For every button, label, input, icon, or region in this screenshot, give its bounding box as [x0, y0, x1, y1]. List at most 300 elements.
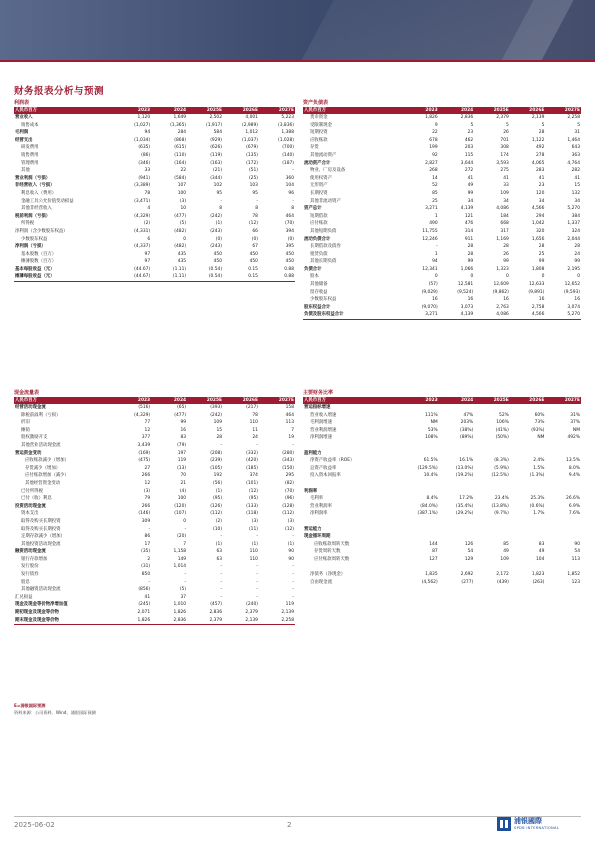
- row-value: (95): [248, 496, 258, 502]
- row-value: 283: [536, 168, 545, 174]
- row-value: 24: [252, 435, 258, 441]
- row-value: 60%: [534, 412, 545, 418]
- row-label: 营运能力: [304, 526, 322, 532]
- row-value: 7: [291, 427, 294, 433]
- row-value: 3,271: [425, 312, 438, 318]
- row-value: 174: [500, 152, 509, 158]
- table-header-row: [14, 107, 295, 114]
- row-label: 自由现金流: [310, 579, 332, 585]
- row-value: (70): [284, 488, 294, 494]
- table-row: [14, 450, 295, 458]
- row-value: (243): [210, 244, 223, 250]
- row-value: 99: [538, 259, 545, 265]
- row-value: [474, 450, 510, 458]
- row-value: 282: [571, 168, 580, 174]
- row-value: (243): [210, 228, 223, 234]
- row-value: 0: [434, 274, 438, 280]
- row-value: 70: [180, 473, 187, 479]
- row-value: 24: [574, 251, 580, 257]
- row-value: [510, 480, 546, 488]
- balance-sheet-table: [303, 107, 581, 320]
- table-row: [303, 563, 581, 571]
- row-label: 营运资金变动: [15, 450, 42, 456]
- row-value: 66: [252, 228, 258, 234]
- row-value: 2,836: [209, 610, 223, 616]
- row-value: -: [148, 526, 151, 532]
- row-value: -: [256, 594, 258, 600]
- row-value: 278: [536, 152, 545, 158]
- row-value: 8: [255, 206, 258, 212]
- row-value: 911: [464, 236, 474, 242]
- row-value: [439, 488, 475, 496]
- row-value: 85: [503, 541, 509, 547]
- row-value: 272: [464, 168, 474, 174]
- table-row: [303, 495, 581, 503]
- row-value: -: [292, 534, 294, 540]
- row-value: -: [256, 198, 258, 204]
- row-label: 投资活动现金流: [15, 503, 46, 509]
- row-value: 1,835: [425, 572, 438, 578]
- row-label: 融资活动现金流: [15, 549, 46, 555]
- row-value: 83: [538, 541, 545, 547]
- row-value: 8.0%: [568, 465, 580, 471]
- row-value: 107: [177, 183, 187, 189]
- row-value: (12): [248, 221, 258, 227]
- header-year: 2024: [151, 397, 187, 404]
- row-value: 16: [574, 297, 580, 303]
- row-label: 净利润增速: [310, 435, 332, 441]
- row-value: 5: [541, 122, 545, 128]
- row-value: (118): [246, 511, 258, 517]
- row-value: 109: [213, 420, 223, 426]
- row-value: [474, 442, 510, 450]
- row-value: NM: [430, 420, 438, 426]
- table-row: [303, 190, 581, 198]
- table-row: [303, 228, 581, 236]
- row-label: 存货: [310, 145, 319, 151]
- row-label: 摊薄股数（百万）: [21, 259, 57, 265]
- row-value: 197: [177, 450, 187, 456]
- row-value: (93%): [531, 427, 545, 433]
- row-value: (2): [143, 221, 151, 227]
- row-value: (626): [210, 145, 223, 151]
- row-value: 12: [144, 427, 151, 433]
- row-value: 462: [464, 137, 474, 143]
- row-value: 2,502: [209, 115, 223, 120]
- row-value: (57): [428, 282, 438, 288]
- row-label: 其他流动资产: [310, 152, 337, 158]
- row-value: (3): [287, 518, 294, 524]
- row-value: [545, 404, 581, 412]
- row-label: 股东权益合计: [304, 304, 331, 310]
- row-value: 1,066: [460, 266, 474, 272]
- table-row: [303, 205, 581, 213]
- row-value: 17: [144, 541, 151, 547]
- row-label: 营业利润增速: [310, 427, 337, 433]
- row-value: -: [256, 579, 258, 585]
- row-value: (217): [246, 405, 258, 410]
- row-label: 存货减少（增加）: [25, 465, 61, 471]
- row-value: 0.88: [284, 274, 294, 280]
- row-value: 0.15: [248, 274, 258, 280]
- row-value: (5): [179, 587, 187, 593]
- table-row: [14, 114, 295, 122]
- row-value: 111%: [425, 412, 438, 418]
- row-value: (2,989): [241, 122, 258, 128]
- table-row: [303, 175, 581, 183]
- header-year: 2026E: [510, 107, 546, 114]
- row-value: 90: [574, 541, 580, 547]
- row-label: 取得及购买长期投资: [21, 526, 61, 532]
- row-value: 12,341: [422, 266, 438, 272]
- table-row: [14, 457, 295, 465]
- table-row: [303, 167, 581, 175]
- row-value: 113: [571, 556, 580, 562]
- header-year: 2025E: [474, 397, 510, 404]
- row-value: 3,073: [460, 304, 474, 310]
- row-value: 34: [467, 198, 474, 204]
- row-value: (0.54): [208, 274, 223, 280]
- row-label: [303, 563, 403, 571]
- row-value: 363: [571, 152, 580, 158]
- table-row: [14, 526, 295, 534]
- row-value: 37: [180, 594, 187, 600]
- row-value: 8: [291, 206, 294, 212]
- row-value: 203: [464, 145, 474, 151]
- row-value: -: [292, 587, 294, 593]
- row-value: (89%): [460, 435, 474, 441]
- row-value: 701: [500, 137, 509, 143]
- header-unit: 人民币百万: [14, 397, 115, 404]
- row-label: 资产总计: [304, 206, 322, 212]
- row-value: 109: [500, 190, 509, 196]
- header-year: 2024: [151, 107, 187, 114]
- row-label: 营业收入增速: [310, 412, 337, 418]
- row-value: -: [292, 572, 294, 578]
- table-row: [303, 213, 581, 221]
- row-value: 73%: [534, 420, 545, 426]
- header-year: 2027E: [545, 397, 581, 404]
- row-value: (420): [246, 458, 258, 464]
- row-value: 25.3%: [530, 496, 545, 502]
- row-label: 货币资金: [310, 115, 328, 120]
- row-value: (12): [284, 526, 294, 532]
- row-value: (35.4%): [455, 503, 474, 509]
- row-value: (129.5%): [417, 465, 438, 471]
- row-label: 营业利润（亏损）: [15, 175, 51, 181]
- row-value: 34: [538, 198, 545, 204]
- row-value: (263): [532, 579, 545, 585]
- row-value: (50%): [495, 435, 509, 441]
- row-value: 450: [249, 251, 258, 257]
- row-value: [510, 450, 546, 458]
- row-value: 54: [574, 549, 580, 555]
- row-value: -: [220, 587, 223, 593]
- row-value: -: [220, 442, 223, 448]
- row-value: 11: [252, 427, 258, 433]
- row-label: 金融工具公允价值变动损益: [21, 198, 74, 204]
- table-row: [14, 495, 295, 503]
- row-label: 流动负债合计: [304, 236, 331, 242]
- row-value: 94: [144, 130, 151, 136]
- row-value: (9.7%): [494, 511, 509, 517]
- row-value: 4: [147, 206, 151, 212]
- row-label: 应付账款: [310, 221, 328, 227]
- row-value: 95: [216, 190, 223, 196]
- row-value: [510, 526, 546, 534]
- row-value: [439, 450, 475, 458]
- table-row: [303, 427, 581, 435]
- row-value: -: [292, 198, 294, 204]
- table-row: [303, 457, 581, 465]
- row-value: 144: [429, 541, 438, 547]
- row-value: 0: [506, 274, 509, 280]
- row-label: 短期投资: [310, 130, 328, 136]
- table-row: [303, 404, 581, 412]
- row-value: 15: [216, 427, 223, 433]
- row-value: 27: [144, 465, 151, 471]
- row-label: 无形资产: [310, 183, 328, 189]
- row-value: 584: [213, 130, 223, 136]
- row-value: (3,836): [278, 122, 294, 128]
- table-header-row: [303, 397, 581, 404]
- row-label: 其他储备: [310, 282, 328, 288]
- row-value: 16: [432, 297, 438, 303]
- row-value: (1): [251, 541, 258, 547]
- row-value: 2,258: [281, 617, 294, 623]
- row-label: 股息: [21, 579, 30, 585]
- row-value: 119: [285, 602, 294, 608]
- row-value: 0: [183, 236, 187, 242]
- row-label: 利息收入（费用）: [21, 190, 57, 196]
- row-value: 2,139: [531, 115, 545, 120]
- row-label: 发行债券: [21, 572, 39, 578]
- row-value: 1,120: [137, 115, 151, 120]
- row-value: 14: [432, 175, 438, 181]
- row-value: [474, 480, 510, 488]
- row-value: -: [292, 594, 294, 600]
- row-value: [510, 563, 546, 571]
- row-value: 77: [144, 420, 151, 426]
- row-value: 92: [432, 152, 438, 158]
- row-label: 研发费用: [21, 145, 39, 151]
- row-value: 26: [503, 251, 509, 257]
- row-value: 49: [503, 549, 509, 555]
- row-value: 86: [144, 534, 151, 540]
- row-value: 87: [432, 549, 438, 555]
- row-value: (150): [282, 465, 294, 471]
- row-value: 52%: [499, 412, 509, 418]
- row-label: 盈利能力: [304, 450, 322, 456]
- table-row: [14, 182, 295, 190]
- row-value: 5,223: [281, 115, 294, 120]
- row-value: (146): [138, 511, 151, 517]
- table-row: [303, 144, 581, 152]
- row-value: (13): [177, 465, 187, 471]
- table-row: [303, 236, 581, 244]
- footer-date: 2025-06-02: [14, 821, 55, 829]
- header-unit: 人民币百万: [14, 107, 115, 114]
- row-label: 长期借款及债券: [310, 244, 341, 250]
- row-label: 摊销: [21, 427, 30, 433]
- row-value: (929): [210, 137, 223, 143]
- table-row: [303, 518, 581, 526]
- row-value: 37%: [570, 420, 580, 426]
- row-value: (516): [138, 405, 151, 410]
- row-value: 2,827: [425, 160, 438, 166]
- row-value: 12,246: [422, 236, 438, 242]
- row-value: 23.4%: [494, 496, 509, 502]
- row-label: 已付（收）利息: [21, 496, 52, 502]
- row-label: 净利润率: [310, 511, 328, 517]
- row-value: 126: [464, 541, 474, 547]
- row-value: 127: [429, 556, 438, 562]
- row-value: [510, 533, 546, 541]
- row-value: 158: [285, 405, 294, 410]
- row-label: 取得及购买长期投资: [21, 518, 61, 524]
- row-value: 2,258: [567, 115, 580, 120]
- row-label: 资本支出: [21, 511, 39, 517]
- row-value: (163): [210, 160, 223, 166]
- row-value: 99: [503, 259, 509, 265]
- row-value: (5.9%): [494, 465, 509, 471]
- row-value: (38%): [460, 427, 474, 433]
- row-value: 41: [503, 175, 509, 181]
- table-row: [303, 419, 581, 427]
- row-label: 其他长期负债: [310, 259, 337, 265]
- row-value: [474, 518, 510, 526]
- row-value: (70): [284, 221, 294, 227]
- row-value: [474, 488, 510, 496]
- row-value: (135): [246, 152, 258, 158]
- row-value: 31%: [570, 412, 580, 418]
- row-value: 3,644: [460, 160, 474, 166]
- table-row: [14, 129, 295, 137]
- row-value: [403, 442, 439, 450]
- table-row: [14, 228, 295, 236]
- table-row: [14, 144, 295, 152]
- row-value: 4,001: [245, 115, 258, 120]
- row-value: 394: [285, 228, 294, 234]
- table-row: [303, 182, 581, 190]
- row-value: 33: [144, 168, 151, 174]
- row-value: 106%: [496, 420, 509, 426]
- row-value: (8.3%): [494, 458, 509, 464]
- row-value: [403, 480, 439, 488]
- table-row: [14, 266, 295, 274]
- header-year: 2027E: [259, 397, 295, 404]
- row-label: 应付账款增加（减少）: [25, 473, 69, 479]
- row-value: (679): [246, 145, 258, 151]
- row-value: (1): [215, 541, 223, 547]
- row-value: 668: [500, 221, 509, 227]
- row-value: -: [256, 587, 258, 593]
- row-value: -: [256, 442, 258, 448]
- row-value: 2,379: [209, 617, 223, 623]
- row-value: 4,566: [531, 206, 545, 212]
- row-value: (10): [213, 526, 223, 532]
- row-label: 已付所得税: [21, 488, 43, 494]
- row-value: 61.5%: [423, 458, 438, 464]
- header-year: 2023: [115, 397, 151, 404]
- row-label: 股权激励开支: [21, 435, 48, 441]
- row-value: [403, 488, 439, 496]
- table-row: [303, 251, 581, 259]
- row-value: 678: [429, 137, 438, 143]
- row-value: 492%: [567, 435, 580, 441]
- source-note: 资料来源：公司资料、Wind、浦银国际预测: [14, 710, 96, 715]
- footnotes: [14, 702, 96, 716]
- table-row: [14, 609, 295, 617]
- row-value: 110: [249, 556, 258, 562]
- row-value: 0: [541, 274, 545, 280]
- footer-rule: [14, 816, 581, 817]
- row-value: 99: [574, 259, 580, 265]
- table-row: [14, 488, 295, 496]
- row-value: (1.3%): [529, 473, 545, 479]
- row-value: 2,836: [460, 115, 474, 120]
- row-value: 5,270: [567, 312, 580, 318]
- row-value: 16: [467, 297, 474, 303]
- table-row: [14, 617, 295, 625]
- row-value: 4,086: [496, 206, 509, 212]
- row-value: 12,609: [493, 282, 509, 288]
- row-value: 63: [216, 556, 223, 562]
- header-year: 2024: [439, 397, 475, 404]
- row-value: 12,633: [529, 282, 545, 288]
- row-label: 应收账款减少（增加）: [25, 458, 69, 464]
- row-label: 销售成本: [21, 122, 39, 128]
- row-label: 定期存款减少（增加）: [21, 534, 65, 540]
- row-value: -: [292, 579, 294, 585]
- table-row: [14, 167, 295, 175]
- row-value: 317: [500, 228, 509, 234]
- row-value: 850: [141, 572, 151, 578]
- row-value: 52: [432, 183, 438, 189]
- row-value: 41: [574, 175, 580, 181]
- row-value: 435: [177, 259, 187, 265]
- row-label: 折旧: [21, 420, 30, 426]
- row-label: 毛利润增速: [310, 420, 332, 426]
- table-row: [14, 556, 295, 564]
- row-label: 基本股数（百万）: [21, 251, 57, 257]
- row-label: 少数股东权益: [21, 236, 48, 242]
- row-value: 15: [574, 183, 580, 189]
- row-value: [510, 488, 546, 496]
- row-value: 1: [434, 251, 438, 257]
- row-label: 其他融资活动现金流: [21, 587, 61, 593]
- row-value: 110: [249, 549, 258, 555]
- row-value: (856): [138, 587, 151, 593]
- table-row: [303, 304, 581, 312]
- table-row: [14, 579, 295, 587]
- row-value: 109: [500, 556, 509, 562]
- row-value: (208): [210, 450, 223, 456]
- row-value: [439, 526, 475, 534]
- row-value: 28: [503, 244, 509, 250]
- row-value: 1,122: [531, 137, 545, 143]
- key-ratios-table: [303, 397, 581, 586]
- row-value: [545, 563, 581, 571]
- row-value: 184: [500, 213, 509, 219]
- key-ratios-title: 主要财务比率: [303, 390, 334, 396]
- row-value: 123: [571, 579, 580, 585]
- table-row: [14, 442, 295, 450]
- row-value: 3,593: [496, 160, 509, 166]
- row-value: 3,439: [137, 442, 151, 448]
- row-value: (387.1%): [417, 511, 438, 517]
- row-label: 物业、厂房及设备: [310, 168, 346, 174]
